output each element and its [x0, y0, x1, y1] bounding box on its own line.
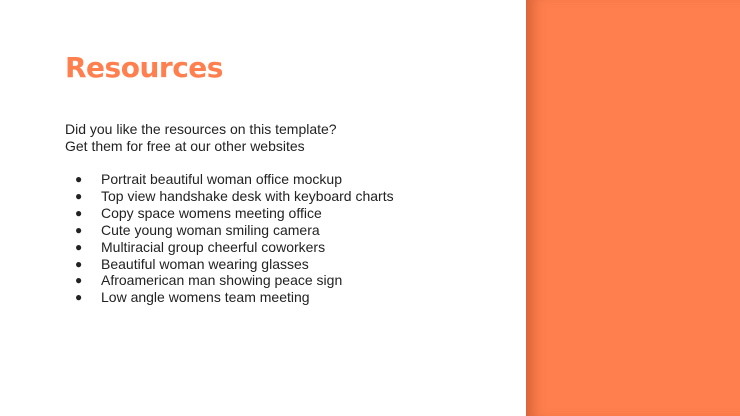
- list-item: [65, 239, 505, 256]
- list-item-label: Multiracial group cheerful coworkers: [101, 238, 326, 255]
- bullet-icon: ●: [75, 205, 83, 220]
- list-item: [65, 289, 505, 306]
- list-item: [65, 188, 505, 205]
- intro-text: [65, 121, 505, 155]
- bullet-icon: ●: [75, 222, 83, 237]
- bullet-icon: ●: [75, 256, 83, 271]
- list-item-label: Beautiful woman wearing glasses: [101, 255, 309, 272]
- list-item: [65, 205, 505, 222]
- list-item-label: Copy space womens meeting office: [101, 204, 322, 221]
- list-item-label: Top view handshake desk with keyboard charts: [101, 187, 394, 204]
- list-item-label: Cute young woman smiling camera: [101, 221, 320, 238]
- list-item: [65, 171, 505, 188]
- list-item: [65, 256, 505, 273]
- resource-list: [65, 171, 505, 306]
- intro-line: Get them for free at our other websites: [65, 138, 305, 154]
- list-item-label: Afroamerican man showing peace sign: [101, 272, 343, 289]
- accent-panel: [526, 0, 740, 416]
- intro-line: Did you like the resources on this template?: [65, 121, 337, 137]
- list-item: [65, 222, 505, 239]
- bullet-icon: ●: [75, 188, 83, 203]
- bullet-icon: ●: [75, 172, 83, 186]
- page-title: Resources: [65, 51, 223, 84]
- bullet-icon: ●: [75, 273, 83, 288]
- bullet-icon: ●: [75, 239, 83, 254]
- bullet-icon: ●: [75, 290, 83, 305]
- list-item-label: Low angle womens team meeting: [101, 289, 310, 306]
- list-item-label: Portrait beautiful woman office mockup: [101, 171, 342, 187]
- list-item: [65, 272, 505, 289]
